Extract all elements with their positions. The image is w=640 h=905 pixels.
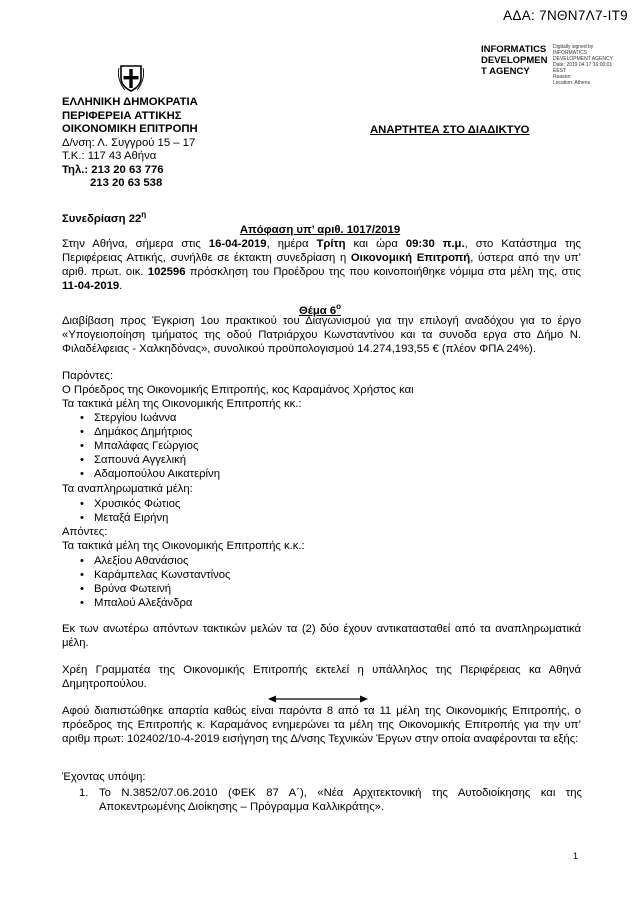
topic-title: Θέμα $6^o$ [298,302,342,317]
list-item [79,786,582,814]
header-phone-2: 213 20 63 538 [90,177,163,189]
list-item: • Μπαλάφας Γεώργιος [94,439,220,453]
meeting-time: 09:30 π.μ. [405,238,465,250]
signature-detail-line: Reason: [553,74,572,80]
signature-org-line: INFORMATICS [481,44,547,55]
quorum-paragraph: Αφού διαπιστώθηκε απαρτία καθώς είναι παρόντα 8 από τα 11 μέλη της Οικονομικής Επιτροπής, ο πρόεδρος της Επιτροπής κ. Καραμάνος ενημερώνει τα μέλη της Οικονομικής Επιτροπής για την υπ’ αριθμ πρωτ: 102402/10-4-2019 εισήγηση της Δ/νσης Τεχνικών Έργων στην οποία αναφέρονται τα εξής: [62,705,581,745]
signature-detail-line: DEVELOPMENT AGENCY [553,56,613,62]
signature-organization [481,44,551,77]
secretary-paragraph: Χρέη Γραμματέα της Οικονομικής Επιτροπής εκτελεί η υπάλληλος της Περιφέρειας κα Αθηνά Δημητροπούλου. [62,664,581,690]
absent-regular-label: Τα τακτικά μέλη της Οικονομικής Επιτροπής κ.κ.: [62,540,305,552]
decision-title: Απόφαση υπ’ αριθ. 1017/2019 [239,224,401,236]
list-item: • Σαπουνά Αγγελική [94,453,220,467]
list-item-number: 1. [79,787,89,799]
list-item: • Μπαλού Αλεξάνδρα [94,596,230,610]
present-regular-list [94,411,220,481]
ada-code: ΑΔΑ: 7ΝΘΝ7Λ7-ΙΤ9 [503,8,628,23]
present-regular-label: Τα τακτικά μέλη της Οικονομικής Επιτροπής κκ.: [62,398,302,410]
signature-org-line: T AGENCY [481,66,530,77]
session-number: Συνεδρίαση $22^\eta$ [62,210,147,225]
double-arrow-icon [268,694,368,704]
page-number: 1 [572,851,578,861]
list-item: • Μεταξά Ειρήνη [94,511,180,525]
intro-paragraph: Στην Αθήνα, σήμερα στις 16-04-2019, ημέρα Τρίτη και ώρα 09:30 π.μ., στο Κατάστημα της Περιφέρειας Αττικής, συνήλθε σε έκτακτη συνεδρίαση η Οικονομική Επιτροπή, ύστερα από την υπ’ αριθ. πρωτ. οικ. 102596 πρόσκληση του Προέδρου της που κοινοποιήθηκε νόμιμα στα μέλη της, στις 11-04-2019. [62,238,582,292]
absent-label: Απόντες: [62,526,108,538]
header-address: Δ/νση: Λ. Συγγρού 15 – 17 [62,136,196,149]
signature-detail-line: EEST [553,68,567,74]
list-item: • Αλεξίου Αθανάσιος [94,554,230,568]
having-in-view-label: Έχοντας υπόψη: [62,771,146,783]
hellenic-emblem-icon [118,64,144,92]
signature-detail-line: Digitally signed by [553,44,594,50]
committee-name: Οικονομική Επιτροπή [350,252,471,264]
present-substitute-list [94,497,180,525]
signature-detail-line: Location: Athens [553,80,590,86]
meeting-day: Τρίτη [316,238,346,250]
header-country: ΕΛΛΗΝΙΚΗ ΔΗΜΟΚΡΑΤΙΑ [62,96,198,108]
signature-org-line: DEVELOPMEN [481,55,548,66]
list-item: • Αδαμοπούλου Αικατερίνη [94,467,220,481]
signature-details [553,44,631,86]
header-phone-1: Τηλ.: 213 20 63 776 [62,163,164,176]
protocol-number: 102596 [147,266,186,278]
publish-notice: ΑΝΑΡΤΗΤΕΑ ΣΤΟ ΔΙΑΔΙΚΤΥΟ [370,124,530,136]
list-item: • Βρύνα Φωτεινή [94,582,230,596]
law-list [79,786,582,814]
list-item: • Στεργίου Ιωάννα [94,411,220,425]
list-item-text: Το Ν.3852/07.06.2010 (ΦΕΚ 87 Α΄), «Νέα Αρχιτεκτονική της Αυτοδιοίκησης και της Αποκεντρωμένης Διοίκησης – Πρόγραμμα Καλλικράτης». [99,787,582,813]
list-item: • Δημάκος Δημήτριος [94,425,220,439]
replaced-members-paragraph: Εκ των ανωτέρω απόντων τακτικών μελών τα (2) δύο έχουν αντικατασταθεί από τα αναπληρωματικά μέλη. [62,623,581,649]
meeting-date: 16-04-2019 [208,238,267,250]
header-postcode: Τ.Κ.: 117 43 Αθήνα [62,150,157,162]
absent-regular-list [94,554,230,610]
header-region: ΠΕΡΙΦΕΡΕΙΑ ΑΤΤΙΚΗΣ [62,109,182,122]
digital-signature-stamp [481,44,631,94]
present-label: Παρόντες: [62,370,114,382]
signature-detail-line: INFORMATICS [553,50,588,56]
signature-detail-line: Date: 2019.04.17 16:00:01 [553,62,613,68]
notice-date: 11-04-2019 [62,280,120,292]
header-committee: ΟΙΚΟΝΟΜΙΚΗ ΕΠΙΤΡΟΠΗ [62,123,198,135]
list-item: • Καράμπελας Κωνσταντίνος [94,568,230,582]
present-chair: Ο Πρόεδρος της Οικονομικής Επιτροπής, κος Καραμάνος Χρήστος και [62,384,414,396]
present-substitute-label: Τα αναπληρωματικά μέλη: [62,483,193,495]
topic-description: Διαβίβαση προς Έγκριση 1ου πρακτικού του Διαγωνισμού για την επιλογή αναδόχου για το έργο «Υπογειοποίηση τμήματος της οδού Πατριάρχου Κωνσταντίνου και τα συνοδα εργα στο Δήμο Ν. Φιλαδέλφειας - Χαλκηδόνας», συνολικού προϋπολογισμού 14.274,193,55 € (πλέον ΦΠΑ 24%). [62,315,581,355]
list-item: • Χρυσικός Φώτιος [94,497,180,511]
sender-header [62,96,198,191]
